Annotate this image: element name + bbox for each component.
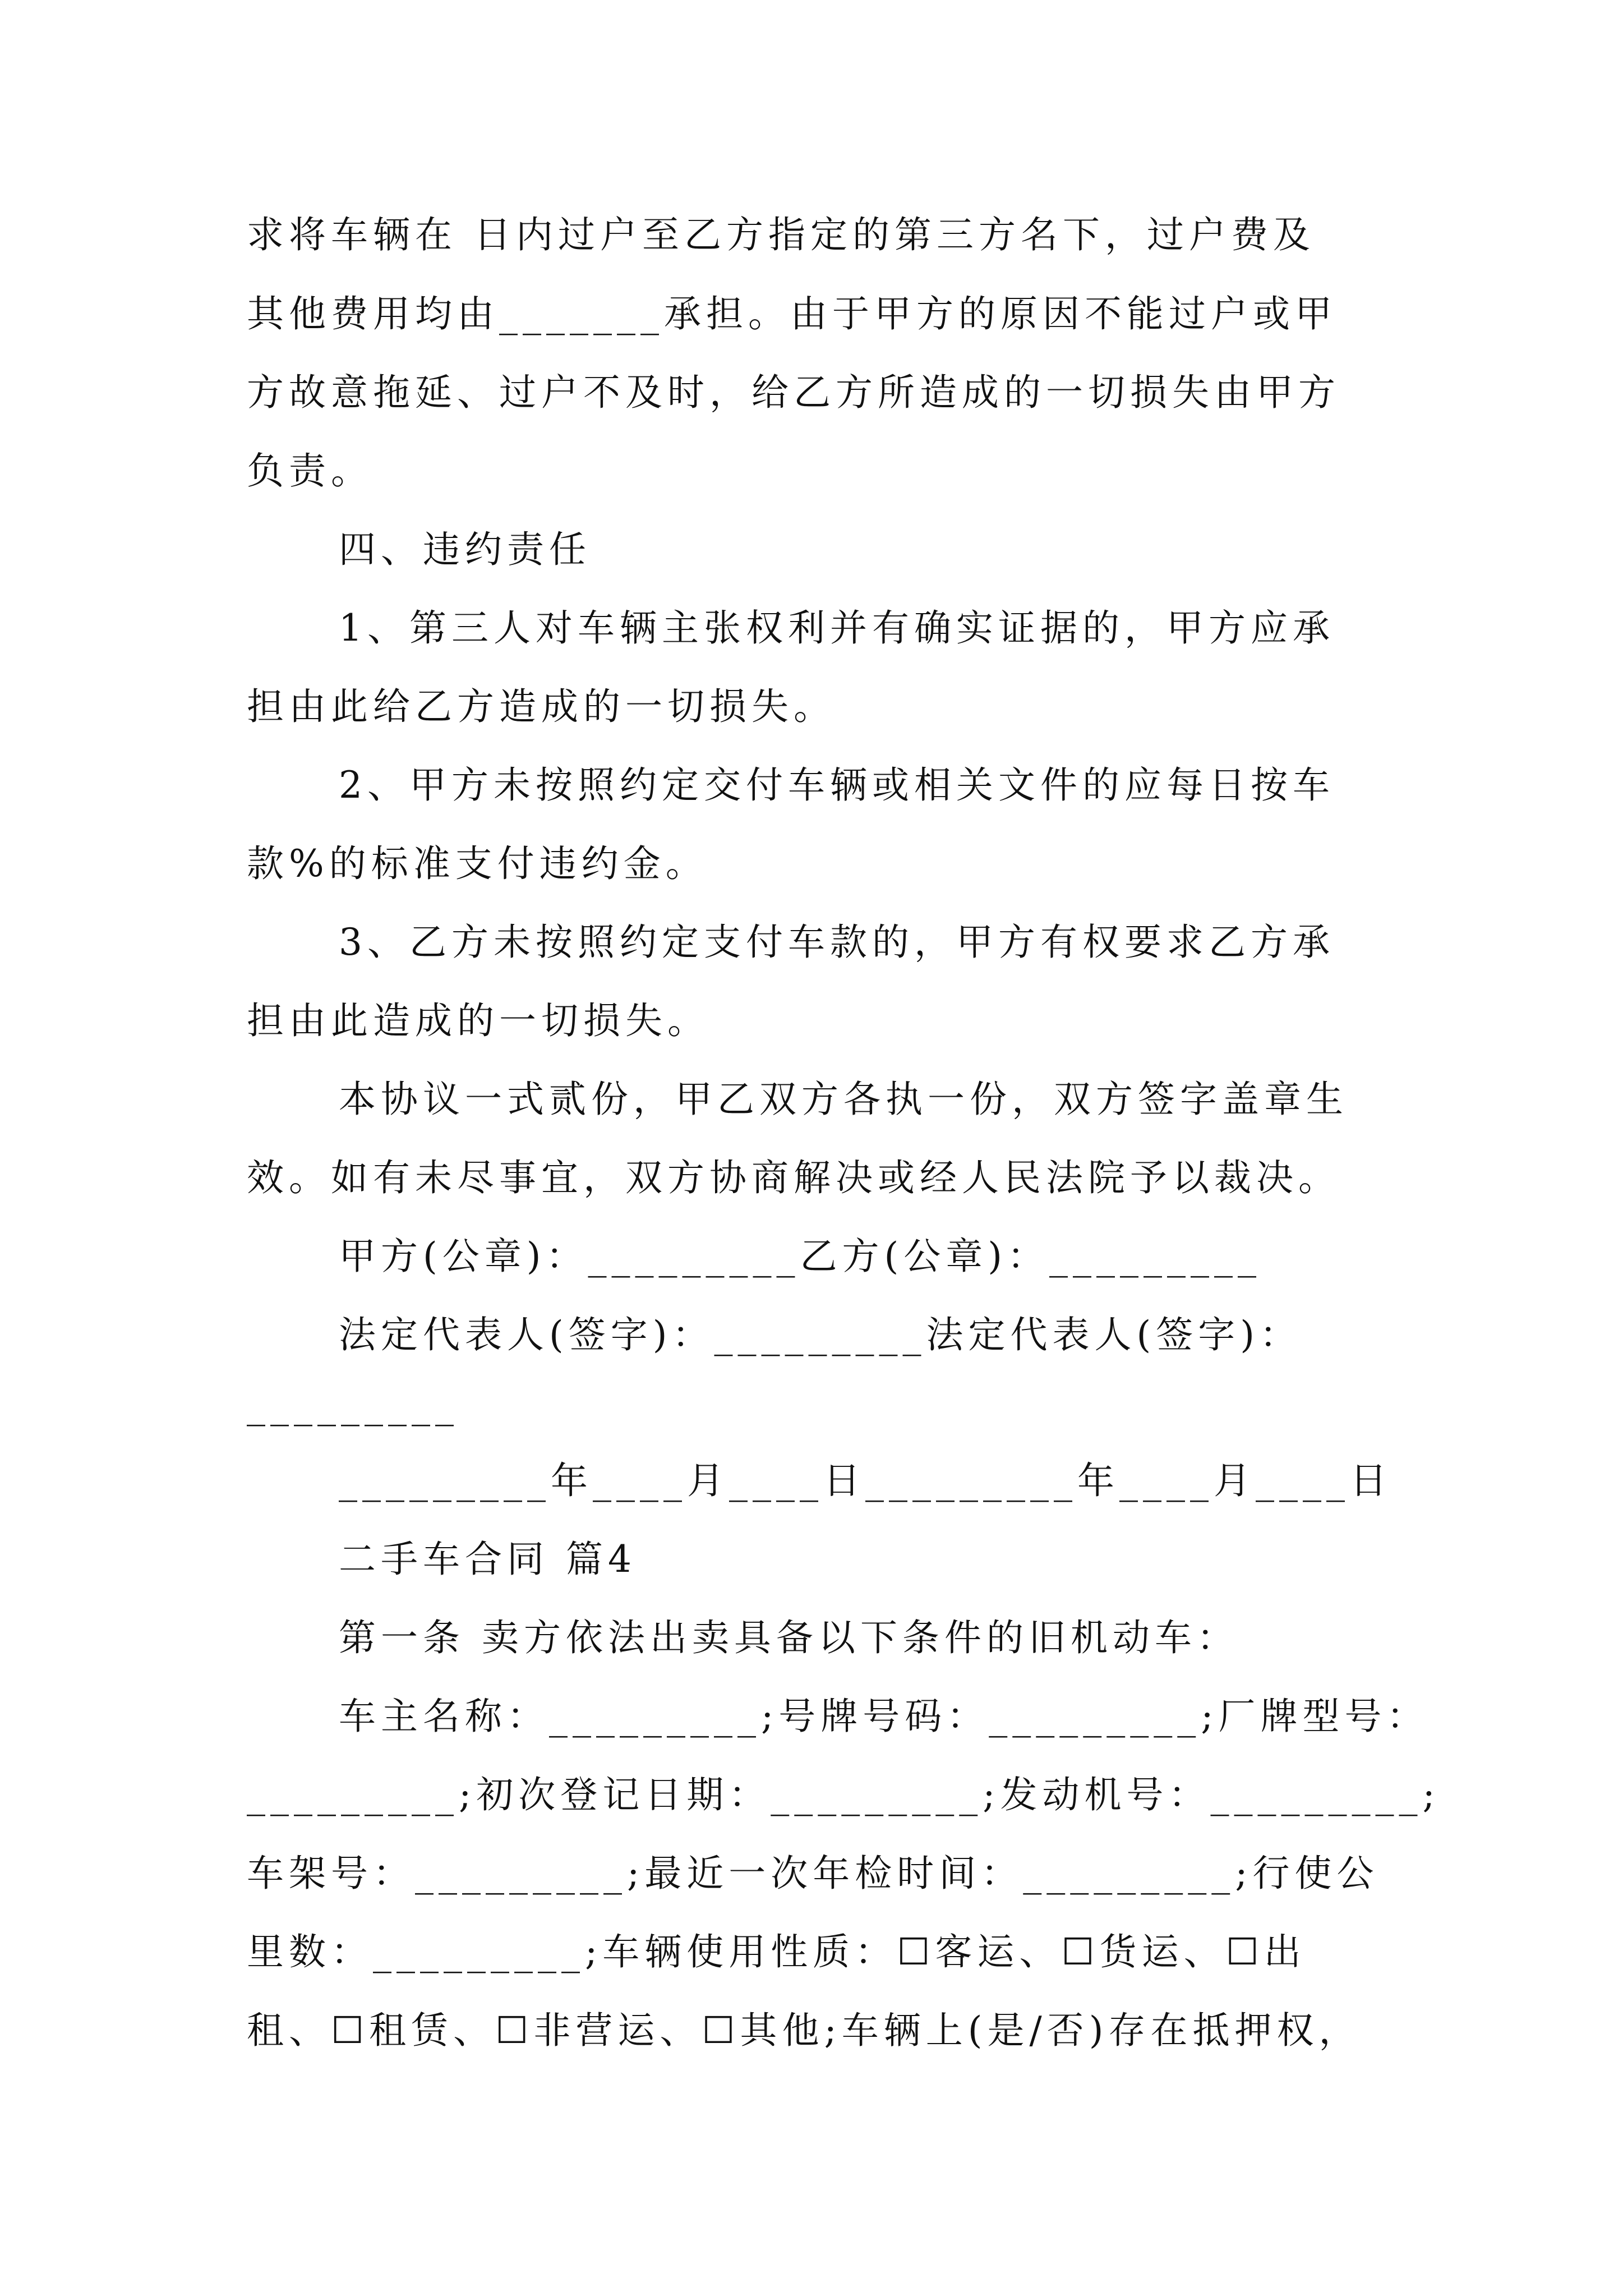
text-line: 效。如有未尽事宜，双方协商解决或经人民法院予以裁决。 (247, 1156, 1340, 1199)
text-line: _________;初次登记日期：_________;发动机号：_________; (247, 1773, 1440, 1816)
signature-blank: _________ (247, 1383, 459, 1427)
text-line: 求将车辆在 日内过户至乙方指定的第三方名下，过户费及 (247, 213, 1315, 256)
text-line: 租、☐租赁、☐非营运、☐其他;车辆上(是/否)存在抵押权， (247, 2009, 1361, 2052)
signature-line: 法定代表人(签字)：_________法定代表人(签字)： (339, 1313, 1302, 1356)
text-line: 担由此造成的一切损失。 (247, 999, 709, 1042)
text-line: 款%的标准支付违约金。 (247, 842, 708, 885)
text-line: 本协议一式贰份，甲乙双方各执一份，双方签字盖章生 (339, 1078, 1348, 1121)
section-heading: 四、违约责任 (339, 528, 591, 571)
text-line: 负责。 (247, 449, 373, 493)
text-line: 车架号：_________;最近一次年检时间：_________;行使公 (247, 1852, 1379, 1895)
text-line: 其他费用均由_______承担。由于甲方的原因不能过户或甲 (247, 292, 1337, 335)
text-line: 第一条 卖方依法出卖具备以下条件的旧机动车： (339, 1616, 1239, 1659)
text-line: 1、第三人对车辆主张权利并有确实证据的，甲方应承 (339, 606, 1335, 650)
text-line: 方故意拖延、过户不及时，给乙方所造成的一切损失由甲方 (247, 371, 1340, 414)
text-line: 2、甲方未按照约定交付车辆或相关文件的应每日按车 (339, 763, 1335, 807)
contract-heading: 二手车合同 篇4 (339, 1538, 637, 1581)
text-line: 里数：_________;车辆使用性质：☐客运、☐货运、☐出 (247, 1930, 1306, 1973)
signature-line: 甲方(公章)：_________乙方(公章)：_________ (339, 1235, 1261, 1278)
date-line: _________年____月____日_________年____月____日 (339, 1459, 1392, 1502)
text-line: 担由此给乙方造成的一切损失。 (247, 685, 836, 728)
text-line: 车主名称：_________;号牌号码：_________;厂牌型号： (339, 1695, 1429, 1738)
text-line: 3、乙方未按照约定支付车款的，甲方有权要求乙方承 (339, 921, 1335, 964)
